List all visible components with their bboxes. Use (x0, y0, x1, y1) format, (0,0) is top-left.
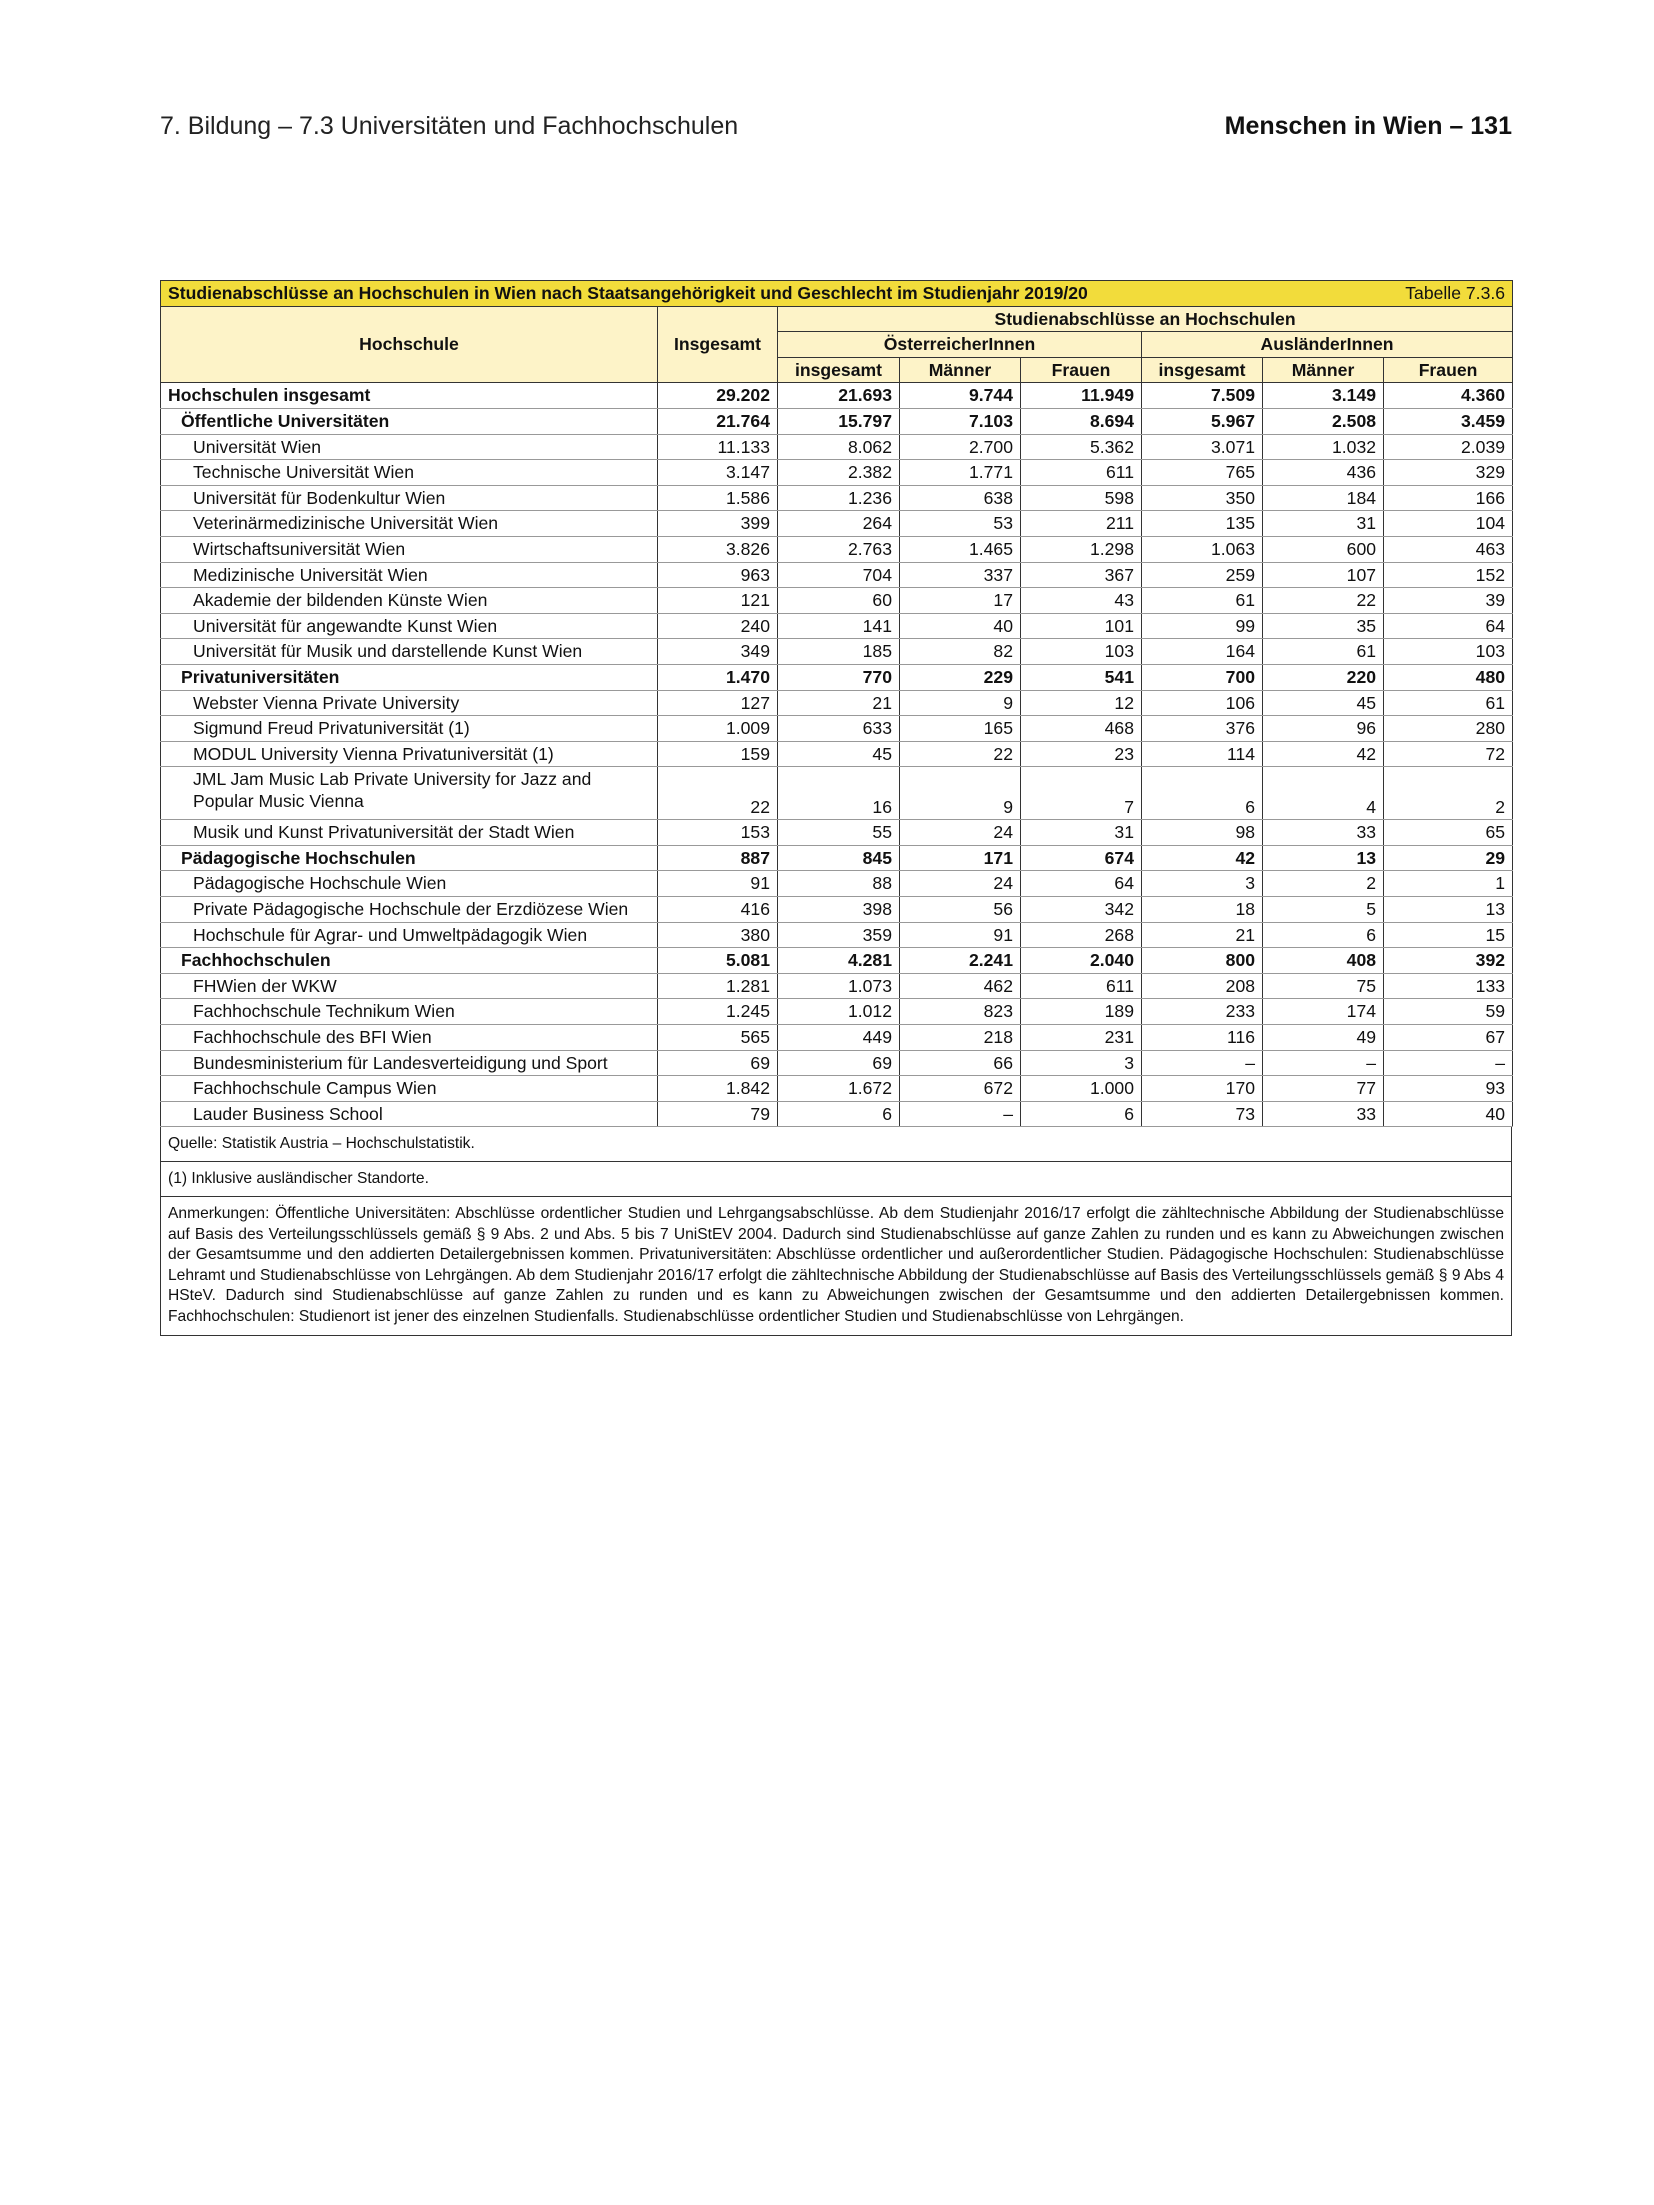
table-cell: 350 (1142, 485, 1263, 511)
row-label: Hochschule für Agrar- und Umweltpädagogik Wien (161, 922, 658, 948)
table-cell: 103 (1021, 639, 1142, 665)
table-cell: 171 (900, 845, 1021, 871)
row-label: MODUL University Vienna Privatuniversität (1) (161, 741, 658, 767)
table-cell: 21 (778, 690, 900, 716)
row-label: Fachhochschule Technikum Wien (161, 999, 658, 1025)
table-cell: – (1384, 1050, 1513, 1076)
table-row (161, 562, 1513, 588)
table-row (161, 434, 1513, 460)
row-label: Hochschulen insgesamt (161, 383, 658, 409)
table-cell: 674 (1021, 845, 1142, 871)
table-cell: 60 (778, 588, 900, 614)
table-row (161, 511, 1513, 537)
table-cell: 3.149 (1263, 383, 1384, 409)
table-cell: 7.103 (900, 408, 1021, 434)
row-label: Webster Vienna Private University (161, 690, 658, 716)
table-cell: 399 (658, 511, 778, 537)
table-row (161, 460, 1513, 486)
table-cell: 65 (1384, 820, 1513, 846)
table-cell: 164 (1142, 639, 1263, 665)
row-label: Privatuniversitäten (161, 664, 658, 690)
table-cell: 6 (1142, 767, 1263, 820)
table-cell: 33 (1263, 820, 1384, 846)
table-cell: 88 (778, 871, 900, 897)
col-header-au-frauen: Frauen (1384, 357, 1513, 383)
table-cell: 208 (1142, 973, 1263, 999)
table-title: Studienabschlüsse an Hochschulen in Wien nach Staatsangehörigkeit und Geschlecht im Studienjahr 2019/20 (161, 281, 1263, 307)
table-cell: 170 (1142, 1076, 1263, 1102)
table-cell: 55 (778, 820, 900, 846)
table-cell: 17 (900, 588, 1021, 614)
table-cell: 61 (1384, 690, 1513, 716)
table-row (161, 690, 1513, 716)
table-cell: 1.672 (778, 1076, 900, 1102)
row-label: Sigmund Freud Privatuniversität (1) (161, 716, 658, 742)
table-cell: – (1263, 1050, 1384, 1076)
table-cell: 5.081 (658, 948, 778, 974)
col-header-au-maenner: Männer (1263, 357, 1384, 383)
table-cell: 9 (900, 690, 1021, 716)
row-label: Wirtschaftsuniversität Wien (161, 536, 658, 562)
table-title-row (161, 281, 1513, 307)
table-cell: 416 (658, 897, 778, 923)
table-cell: 359 (778, 922, 900, 948)
table-cell: 220 (1263, 664, 1384, 690)
table-cell: 23 (1021, 741, 1142, 767)
table-cell: 367 (1021, 562, 1142, 588)
table-cell: 82 (900, 639, 1021, 665)
table-cell: 33 (1263, 1101, 1384, 1127)
table-cell: 2.040 (1021, 948, 1142, 974)
table-cell: 91 (658, 871, 778, 897)
table-row (161, 588, 1513, 614)
table-cell: 264 (778, 511, 900, 537)
table-cell: 69 (658, 1050, 778, 1076)
table-cell: 240 (658, 613, 778, 639)
table-container (160, 280, 1512, 1336)
table-cell: 79 (658, 1101, 778, 1127)
table-row (161, 716, 1513, 742)
table-cell: 408 (1263, 948, 1384, 974)
table-cell: 31 (1021, 820, 1142, 846)
table-cell: 2.508 (1263, 408, 1384, 434)
table-cell: 229 (900, 664, 1021, 690)
table-cell: 1.771 (900, 460, 1021, 486)
table-cell: 8.062 (778, 434, 900, 460)
table-row (161, 999, 1513, 1025)
table-cell: 1.298 (1021, 536, 1142, 562)
table-cell: 1.281 (658, 973, 778, 999)
table-cell: 18 (1142, 897, 1263, 923)
table-cell: 5.967 (1142, 408, 1263, 434)
table-cell: 6 (1021, 1101, 1142, 1127)
table-cell: 29.202 (658, 383, 778, 409)
table-cell: 3.826 (658, 536, 778, 562)
table-cell: 66 (900, 1050, 1021, 1076)
table-cell: 21.693 (778, 383, 900, 409)
table-row (161, 973, 1513, 999)
table-cell: 159 (658, 741, 778, 767)
table-cell: 4.360 (1384, 383, 1513, 409)
table-cell: 45 (1263, 690, 1384, 716)
table-cell: 22 (900, 741, 1021, 767)
table-cell: 116 (1142, 1025, 1263, 1051)
table-footnote: (1) Inklusive ausländischer Standorte. (160, 1162, 1512, 1197)
table-cell: 91 (900, 922, 1021, 948)
table-cell: 211 (1021, 511, 1142, 537)
table-cell: 9.744 (900, 383, 1021, 409)
page-header (160, 112, 1512, 152)
table-cell: 98 (1142, 820, 1263, 846)
row-label: Lauder Business School (161, 1101, 658, 1127)
table-cell: 31 (1263, 511, 1384, 537)
table-cell: 800 (1142, 948, 1263, 974)
table-cell: 268 (1021, 922, 1142, 948)
table-row (161, 639, 1513, 665)
table-cell: 233 (1142, 999, 1263, 1025)
table-cell: 9 (900, 767, 1021, 820)
table-row (161, 613, 1513, 639)
col-header-hochschule: Hochschule (161, 306, 658, 383)
table-cell: 104 (1384, 511, 1513, 537)
table-cell: 376 (1142, 716, 1263, 742)
table-row (161, 408, 1513, 434)
table-row (161, 741, 1513, 767)
table-cell: 103 (1384, 639, 1513, 665)
table-cell: 174 (1263, 999, 1384, 1025)
table-cell: 3.459 (1384, 408, 1513, 434)
table-cell: 6 (1263, 922, 1384, 948)
table-cell: 11.133 (658, 434, 778, 460)
table-cell: 845 (778, 845, 900, 871)
row-label: Pädagogische Hochschule Wien (161, 871, 658, 897)
table-cell: 463 (1384, 536, 1513, 562)
table-cell: 133 (1384, 973, 1513, 999)
row-label: Musik und Kunst Privatuniversität der Stadt Wien (161, 820, 658, 846)
table-cell: 462 (900, 973, 1021, 999)
table-row (161, 897, 1513, 923)
table-cell: 114 (1142, 741, 1263, 767)
table-cell: 349 (658, 639, 778, 665)
table-cell: 29 (1384, 845, 1513, 871)
table-cell: 165 (900, 716, 1021, 742)
table-cell: 22 (658, 767, 778, 820)
table-cell: 342 (1021, 897, 1142, 923)
table-row (161, 536, 1513, 562)
table-cell: 765 (1142, 460, 1263, 486)
table-cell: 770 (778, 664, 900, 690)
table-row (161, 1101, 1513, 1127)
table-cell: 67 (1384, 1025, 1513, 1051)
table-row (161, 948, 1513, 974)
row-label: Universität für Musik und darstellende Kunst Wien (161, 639, 658, 665)
row-label: Fachhochschule des BFI Wien (161, 1025, 658, 1051)
table-cell: 121 (658, 588, 778, 614)
table-cell: 24 (900, 871, 1021, 897)
table-cell: 1 (1384, 871, 1513, 897)
row-label: Universität für Bodenkultur Wien (161, 485, 658, 511)
table-row (161, 664, 1513, 690)
table-cell: 2.382 (778, 460, 900, 486)
row-label: Fachhochschulen (161, 948, 658, 974)
table-row (161, 383, 1513, 409)
table-cell: 15 (1384, 922, 1513, 948)
col-header-oe-frauen: Frauen (1021, 357, 1142, 383)
table-cell: 56 (900, 897, 1021, 923)
table-remarks: Anmerkungen: Öffentliche Universitäten: Abschlüsse ordentlicher Studien und Lehrgangsabschlüsse. Ab dem Studienjahr 2016/17 erfolgt die zähltechnische Abbildung der Studienabschlüsse auf Basis des Verteilungsschlüssels gemäß § 9 Abs. 2 und Abs. 5 bis 7 UniStEV 2004. Dadurch sind Studienabschlüsse auf ganze Zahlen zu runden und es kann zu Abweichungen zwischen der Gesamtsumme und den addierten Detailergebnissen kommen. Privatuniversitäten: Abschlüsse ordentlicher und außerordentlicher Studien. Pädagogische Hochschulen: Studienabschlüsse Lehramt und Studienabschlüsse von Lehrgängen. Ab dem Studienjahr 2016/17 erfolgt die zähltechnische Abbildung der Studienabschlüsse auf Basis des Verteilungsschlüssels gemäß § 9 Abs 4 HSteV. Dadurch sind Studienabschlüsse auf ganze Zahlen zu runden und es kann zu Abweichungen zwischen der Gesamtsumme und den addierten Detailergebnissen kommen. Fachhochschulen: Studienort ist jener des einzelnen Studienfalls. Studienabschlüsse ordentlicher Studien und Studienabschlüsse von Lehrgängen. (160, 1197, 1512, 1336)
table-cell: 135 (1142, 511, 1263, 537)
table-cell: 21 (1142, 922, 1263, 948)
table-cell: 1.245 (658, 999, 778, 1025)
table-row (161, 767, 1513, 820)
row-label: FHWien der WKW (161, 973, 658, 999)
table-cell: 101 (1021, 613, 1142, 639)
table-cell: 106 (1142, 690, 1263, 716)
table-cell: 7.509 (1142, 383, 1263, 409)
table-cell: 1.032 (1263, 434, 1384, 460)
table-cell: 13 (1384, 897, 1513, 923)
table-cell: 40 (1384, 1101, 1513, 1127)
table-cell: 600 (1263, 536, 1384, 562)
table-cell: 152 (1384, 562, 1513, 588)
table-cell: 329 (1384, 460, 1513, 486)
table-cell: 69 (778, 1050, 900, 1076)
table-cell: 436 (1263, 460, 1384, 486)
table-cell: 1.842 (658, 1076, 778, 1102)
table-cell: 633 (778, 716, 900, 742)
table-cell: 189 (1021, 999, 1142, 1025)
table-cell: 2.700 (900, 434, 1021, 460)
row-label: Technische Universität Wien (161, 460, 658, 486)
col-header-oesterreicher: ÖsterreicherInnen (778, 332, 1142, 358)
col-header-insgesamt: Insgesamt (658, 306, 778, 383)
table-row (161, 1076, 1513, 1102)
table-cell: 53 (900, 511, 1021, 537)
section-title: 7. Bildung – 7.3 Universitäten und Fachhochschulen (160, 112, 739, 140)
table-cell: 166 (1384, 485, 1513, 511)
table-cell: 392 (1384, 948, 1513, 974)
table-row (161, 922, 1513, 948)
table-number: Tabelle 7.3.6 (1263, 281, 1513, 307)
page-number: Menschen in Wien – 131 (1224, 112, 1512, 140)
row-label: Medizinische Universität Wien (161, 562, 658, 588)
col-header-au-insgesamt: insgesamt (1142, 357, 1263, 383)
table-cell: 963 (658, 562, 778, 588)
table-row (161, 820, 1513, 846)
table-cell: 93 (1384, 1076, 1513, 1102)
table-cell: 2.241 (900, 948, 1021, 974)
table-cell: 77 (1263, 1076, 1384, 1102)
table-cell: 468 (1021, 716, 1142, 742)
table-cell: 45 (778, 741, 900, 767)
table-cell: 4.281 (778, 948, 900, 974)
col-header-oe-insgesamt: insgesamt (778, 357, 900, 383)
table-cell: 184 (1263, 485, 1384, 511)
table-cell: 823 (900, 999, 1021, 1025)
table-cell: 39 (1384, 588, 1513, 614)
table-cell: 13 (1263, 845, 1384, 871)
table-cell: 42 (1142, 845, 1263, 871)
header-row-1 (161, 306, 1513, 332)
row-label: Private Pädagogische Hochschule der Erzdiözese Wien (161, 897, 658, 923)
table-cell: – (900, 1101, 1021, 1127)
col-header-auslaender: AusländerInnen (1142, 332, 1513, 358)
table-cell: 16 (778, 767, 900, 820)
table-cell: 61 (1142, 588, 1263, 614)
data-table (160, 280, 1513, 1127)
table-cell: 700 (1142, 664, 1263, 690)
table-cell: 153 (658, 820, 778, 846)
table-cell: 1.073 (778, 973, 900, 999)
row-label: Pädagogische Hochschulen (161, 845, 658, 871)
table-cell: 59 (1384, 999, 1513, 1025)
row-label: Öffentliche Universitäten (161, 408, 658, 434)
col-header-group: Studienabschlüsse an Hochschulen (778, 306, 1513, 332)
table-cell: 2 (1384, 767, 1513, 820)
table-cell: 3.147 (658, 460, 778, 486)
col-header-oe-maenner: Männer (900, 357, 1021, 383)
table-cell: 49 (1263, 1025, 1384, 1051)
table-cell: 72 (1384, 741, 1513, 767)
table-cell: 1.000 (1021, 1076, 1142, 1102)
table-cell: 73 (1142, 1101, 1263, 1127)
row-label: Universität Wien (161, 434, 658, 460)
table-cell: 541 (1021, 664, 1142, 690)
row-label: Akademie der bildenden Künste Wien (161, 588, 658, 614)
table-cell: 611 (1021, 460, 1142, 486)
table-row (161, 871, 1513, 897)
table-cell: 5.362 (1021, 434, 1142, 460)
row-label: Fachhochschule Campus Wien (161, 1076, 658, 1102)
table-cell: 42 (1263, 741, 1384, 767)
table-row (161, 1025, 1513, 1051)
table-cell: 127 (658, 690, 778, 716)
row-label: Universität für angewandte Kunst Wien (161, 613, 658, 639)
table-cell: – (1142, 1050, 1263, 1076)
table-cell: 598 (1021, 485, 1142, 511)
table-cell: 2 (1263, 871, 1384, 897)
table-cell: 107 (1263, 562, 1384, 588)
table-cell: 672 (900, 1076, 1021, 1102)
table-cell: 75 (1263, 973, 1384, 999)
table-cell: 611 (1021, 973, 1142, 999)
table-cell: 1.586 (658, 485, 778, 511)
table-cell: 6 (778, 1101, 900, 1127)
table-cell: 398 (778, 897, 900, 923)
table-cell: 24 (900, 820, 1021, 846)
table-cell: 8.694 (1021, 408, 1142, 434)
table-cell: 12 (1021, 690, 1142, 716)
table-cell: 337 (900, 562, 1021, 588)
table-cell: 96 (1263, 716, 1384, 742)
row-label: JML Jam Music Lab Private University for Jazz and Popular Music Vienna (161, 767, 658, 820)
table-row (161, 485, 1513, 511)
table-cell: 11.949 (1021, 383, 1142, 409)
table-cell: 380 (658, 922, 778, 948)
table-cell: 64 (1021, 871, 1142, 897)
table-cell: 3.071 (1142, 434, 1263, 460)
table-cell: 449 (778, 1025, 900, 1051)
table-cell: 2.039 (1384, 434, 1513, 460)
table-cell: 40 (900, 613, 1021, 639)
table-cell: 61 (1263, 639, 1384, 665)
table-cell: 43 (1021, 588, 1142, 614)
table-cell: 3 (1142, 871, 1263, 897)
table-row (161, 1050, 1513, 1076)
table-cell: 7 (1021, 767, 1142, 820)
table-cell: 99 (1142, 613, 1263, 639)
table-cell: 1.465 (900, 536, 1021, 562)
table-cell: 480 (1384, 664, 1513, 690)
table-cell: 22 (1263, 588, 1384, 614)
table-cell: 887 (658, 845, 778, 871)
table-cell: 35 (1263, 613, 1384, 639)
table-cell: 3 (1021, 1050, 1142, 1076)
table-cell: 185 (778, 639, 900, 665)
table-cell: 704 (778, 562, 900, 588)
table-cell: 21.764 (658, 408, 778, 434)
table-cell: 1.470 (658, 664, 778, 690)
table-body (161, 281, 1513, 1127)
table-row (161, 845, 1513, 871)
table-cell: 565 (658, 1025, 778, 1051)
table-cell: 1.012 (778, 999, 900, 1025)
table-cell: 5 (1263, 897, 1384, 923)
table-cell: 638 (900, 485, 1021, 511)
table-cell: 64 (1384, 613, 1513, 639)
table-cell: 1.009 (658, 716, 778, 742)
table-cell: 218 (900, 1025, 1021, 1051)
table-cell: 259 (1142, 562, 1263, 588)
table-cell: 15.797 (778, 408, 900, 434)
row-label: Bundesministerium für Landesverteidigung und Sport (161, 1050, 658, 1076)
table-cell: 1.063 (1142, 536, 1263, 562)
table-cell: 4 (1263, 767, 1384, 820)
table-cell: 2.763 (778, 536, 900, 562)
table-cell: 231 (1021, 1025, 1142, 1051)
row-label: Veterinärmedizinische Universität Wien (161, 511, 658, 537)
table-cell: 1.236 (778, 485, 900, 511)
table-cell: 141 (778, 613, 900, 639)
table-source: Quelle: Statistik Austria – Hochschulstatistik. (160, 1127, 1512, 1162)
table-cell: 280 (1384, 716, 1513, 742)
